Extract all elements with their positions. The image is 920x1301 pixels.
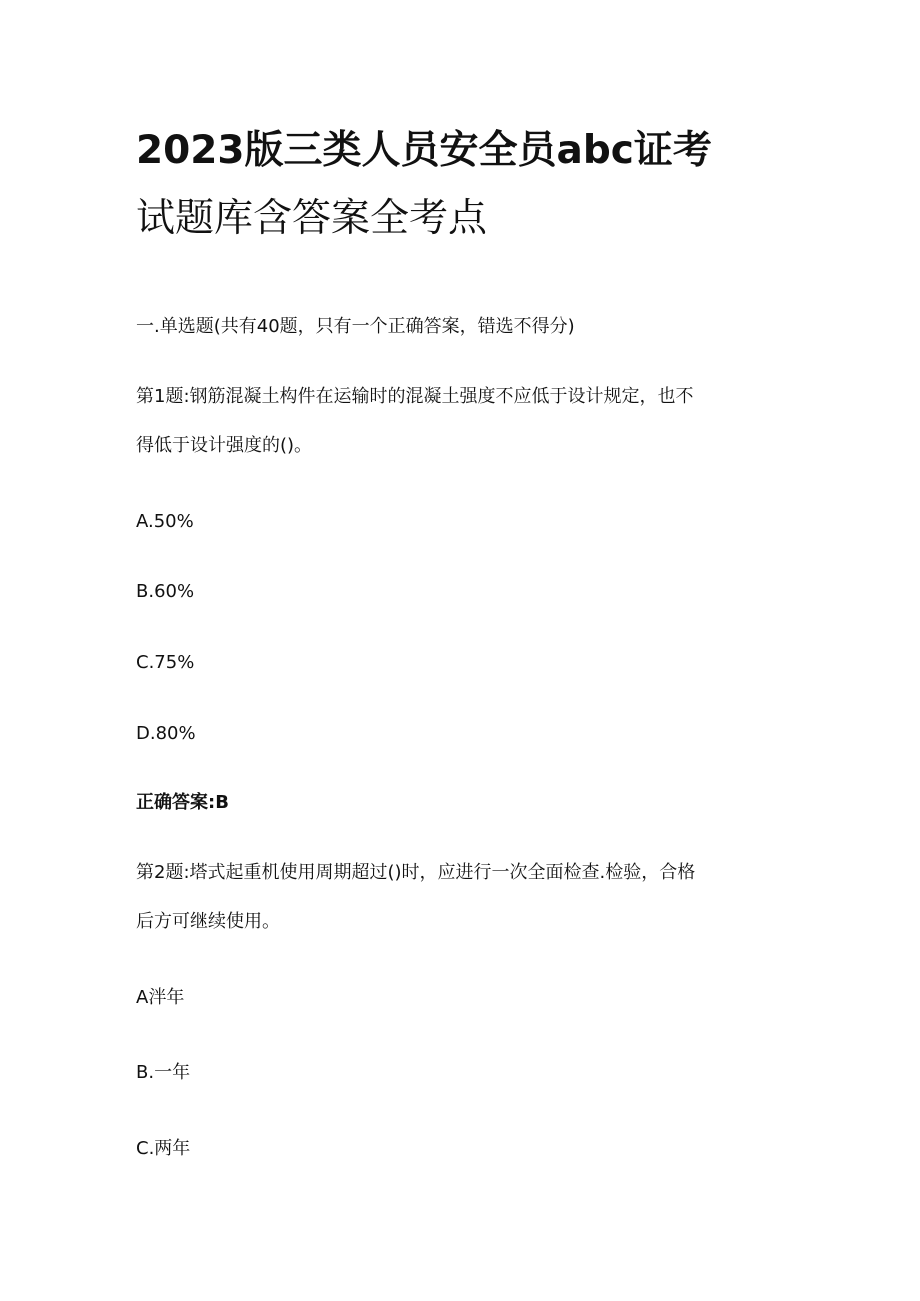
question-option: C.75% [136, 652, 195, 673]
question-stem-line: 第2题:塔式起重机使用周期超过()时，应进行一次全面检查.检验，合格 [136, 862, 696, 883]
section-header: 一.单选题(共有40题，只有一个正确答案，错选不得分) [136, 316, 575, 337]
question-stem-line: 后方可继续使用。 [136, 911, 280, 932]
question-option: B.60% [136, 581, 195, 602]
question-stem-line: 得低于设计强度的()。 [136, 435, 313, 456]
question-option: A.50% [136, 511, 194, 532]
question-option: C.两年 [136, 1138, 191, 1159]
question-stem-line: 第1题:钢筋混凝土构件在运输时的混凝土强度不应低于设计规定，也不 [136, 386, 694, 407]
document-title-line-2: 试题库含答案全考点 [136, 196, 488, 241]
question-option: A泮年 [136, 987, 185, 1008]
correct-answer: 正确答案:B [136, 792, 229, 813]
question-option: D.80% [136, 723, 196, 744]
question-option: B.一年 [136, 1062, 191, 1083]
document-title-line-1: 2023版三类人员安全员abc证考 [136, 128, 712, 173]
